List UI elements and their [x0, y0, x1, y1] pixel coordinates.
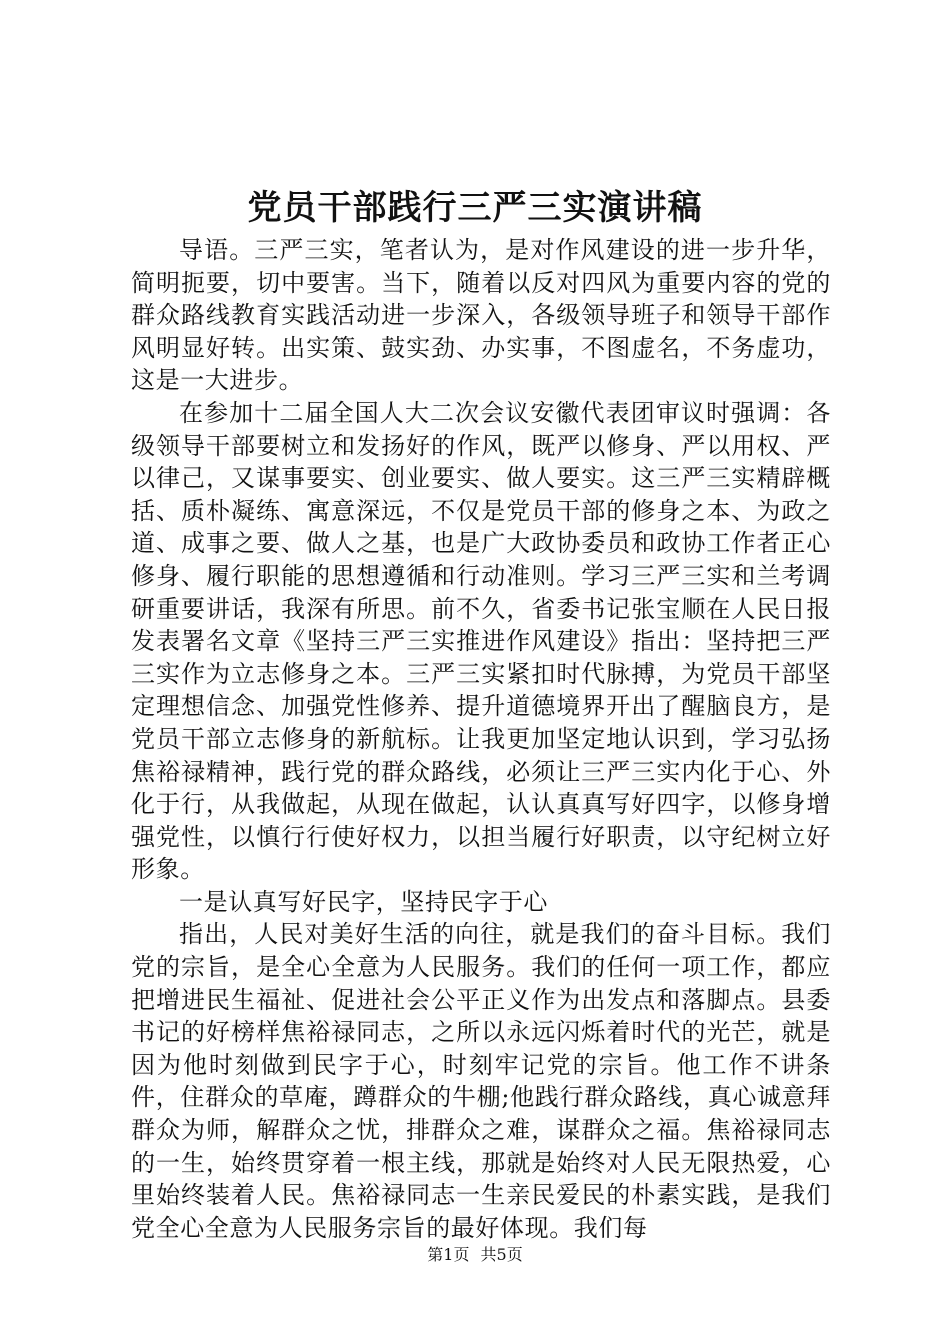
document-body [131, 234, 831, 1244]
page-footer [0, 1243, 950, 1267]
paragraph-main: 在参加十二届全国人大二次会议安徽代表团审议时强调：各级领导干部要树立和发扬好的作风，既严以修身、严以用权、严以律己，又谋事要实、创业要实、做人要实。这三严三实精辟概括、质朴凝练、寓意深远，不仅是党员干部的修身之本、为政之道、成事之要、做人之基，也是广大政协委员和政协工作者正心修身、履行职能的思想遵循和行动准则。学习三严三实和兰考调研重要讲话，我深有所思。前不久，省委书记张宝顺在人民日报发表署名文章《坚持三严三实推进作风建设》指出：坚持把三严三实作为立志修身之本。三严三实紧扣时代脉搏，为党员干部坚定理想信念、加强党性修养、提升道德境界开出了醒脑良方，是党员干部立志修身的新航标。让我更加坚定地认识到，学习弘扬焦裕禄精神，践行党的群众路线，必须让三严三实内化于心、外化于行，从我做起，从现在做起，认认真真写好四字，以修身增强党性，以慎行行使好权力，以担当履行好职责，以守纪树立好形象。 [131, 398, 831, 884]
section-heading: 一是认真写好民字，坚持民字于心 [179, 887, 548, 916]
page-number: 第1页 [427, 1245, 470, 1264]
paragraph-intro: 导语。三严三实，笔者认为，是对作风建设的进一步升华，简明扼要，切中要害。当下，随着以反对四风为重要内容的党的群众路线教育实践活动进一步深入，各级领导班子和领导干部作风明显好转。出实策、鼓实劲、办实事，不图虚名，不务虚功，这是一大进步。 [131, 236, 831, 395]
document-title: 党员干部践行三严三实演讲稿 [247, 188, 703, 228]
page-total: 共5页 [480, 1245, 523, 1264]
paragraph-section-one: 指出，人民对美好生活的向往，就是我们的奋斗目标。我们党的宗旨，是全心全意为人民服务。我们的任何一项工作，都应把增进民生福祉、促进社会公平正义作为出发点和落脚点。县委书记的好榜样焦裕禄同志，之所以永远闪烁着时代的光芒，就是因为他时刻做到民字于心，时刻牢记党的宗旨。他工作不讲条件，住群众的草庵，蹲群众的牛棚;他践行群众路线，真心诚意拜群众为师，解群众之忧，排群众之难，谋群众之福。焦裕禄同志的一生，始终贯穿着一根主线，那就是始终对人民无限热爱，心里始终装着人民。焦裕禄同志一生亲民爱民的朴素实践，是我们党全心全意为人民服务宗旨的最好体现。我们每 [131, 920, 831, 1242]
